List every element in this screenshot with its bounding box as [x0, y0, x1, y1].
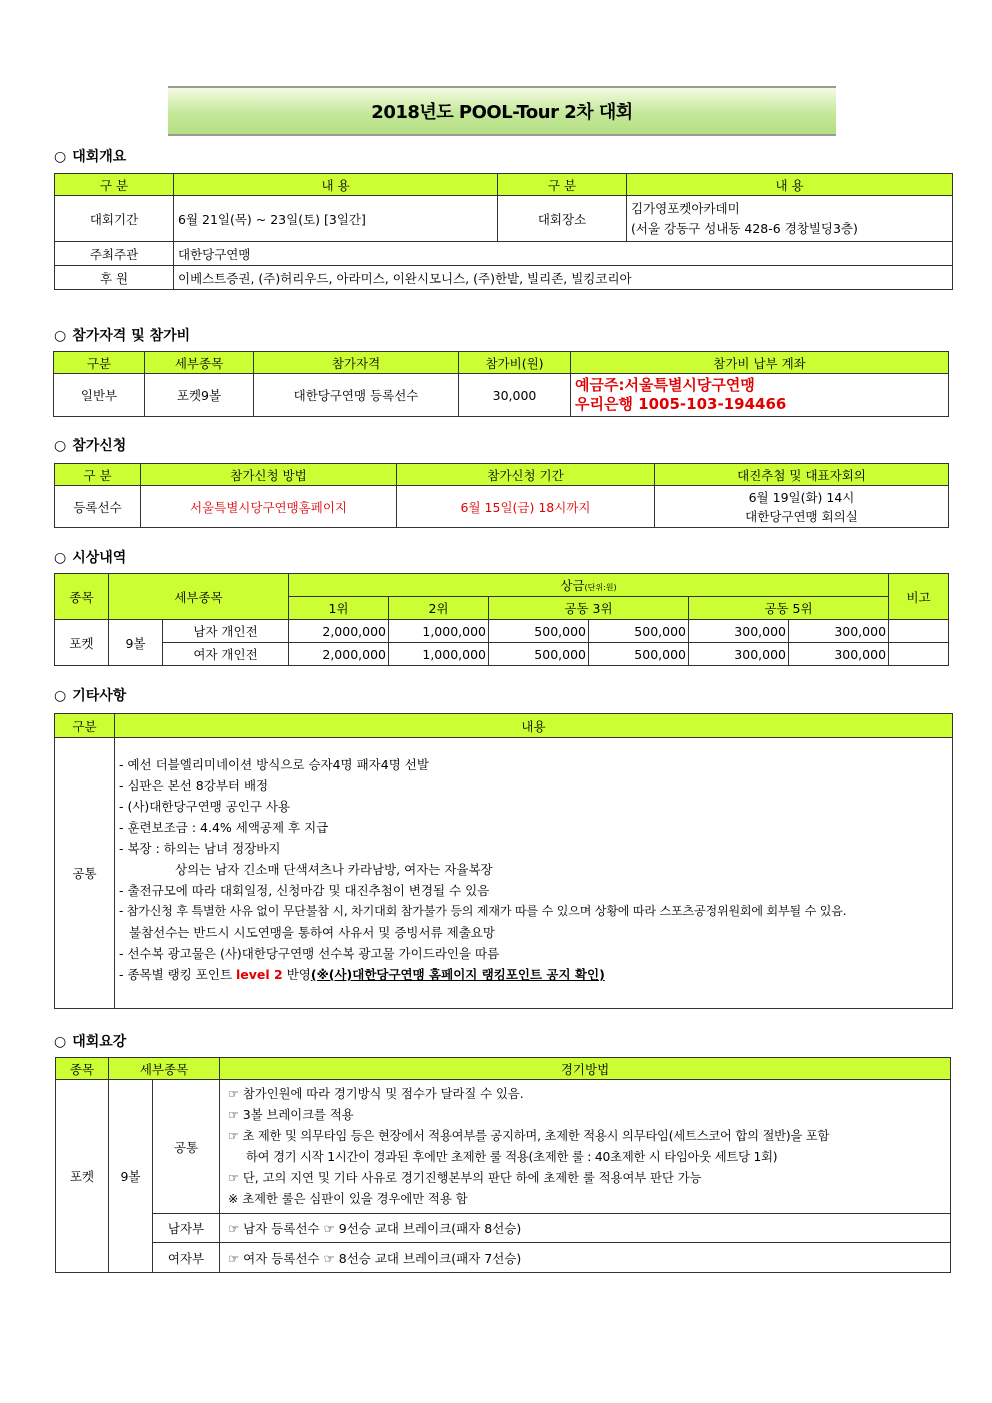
draw-place: 대한당구연맹 회의실 [745, 508, 858, 524]
sponsor-label: 후 원 [55, 266, 174, 290]
eligibility-table [53, 351, 949, 417]
venue-label: 대회장소 [498, 196, 627, 242]
eligibility-header-event: 세부종목 [145, 352, 254, 374]
venue-name: 김가영포켓아카데미 [631, 200, 740, 216]
misc-list [115, 738, 953, 1009]
prize-event: 포켓 [55, 620, 109, 666]
prize-header-money: 상금(단위:원) [289, 574, 889, 597]
overview-table [54, 173, 953, 290]
prize-unit: (단위:원) [584, 583, 617, 592]
overview-header-category-1: 구 분 [55, 174, 174, 196]
rules-common-label: 공통 [153, 1080, 220, 1214]
eligibility-account [571, 374, 949, 417]
list-item: ☞ 3볼 브레이크를 적용 [228, 1107, 354, 1122]
application-header-period: 참가신청 기간 [397, 464, 655, 486]
eligibility-header-qualification: 참가자격 [254, 352, 459, 374]
prize-sub: 9볼 [109, 620, 163, 666]
list-item: - 복장 : 하의는 남녀 정장바지 [119, 841, 281, 856]
prize-note-cell [889, 643, 949, 666]
prize-cell: 500,000 [589, 620, 689, 643]
rules-women-label: 여자부 [153, 1243, 220, 1273]
prize-cell: 500,000 [589, 643, 689, 666]
rank-1: 1위 [289, 597, 389, 620]
application-header-draw: 대진추첨 및 대표자회의 [655, 464, 949, 486]
prize-cell: 500,000 [489, 643, 589, 666]
rules-header-method: 경기방법 [220, 1058, 951, 1080]
account-number: 우리은행 1005-103-194466 [575, 395, 787, 413]
list-item: - 선수복 광고물은 (사)대한당구연맹 선수복 광고물 가이드라인을 따름 [119, 946, 500, 961]
sponsor-value: 이베스트증권, (주)허리우드, 아라미스, 이완시모니스, (주)한밭, 빌리존, 빌킹코리아 [174, 266, 953, 290]
section-heading-prizes: ○ 시상내역 [54, 550, 127, 566]
period-value: 6월 21일(목) ~ 23일(토) [3일간] [174, 196, 498, 242]
application-header-method: 참가신청 방법 [141, 464, 397, 486]
rank-5: 공동 5위 [689, 597, 889, 620]
prize-cell: 2,000,000 [289, 643, 389, 666]
list-item: - 출전규모에 따라 대회일정, 신청마감 및 대진추첨이 변경될 수 있음 [119, 883, 490, 898]
prize-cell: 300,000 [789, 620, 889, 643]
prize-cell: 300,000 [689, 620, 789, 643]
list-item: ☞ 초 제한 및 의무타임 등은 현장에서 적용여부를 공지하며, 초제한 적용시 의무타임(세트스코어 합의 절반)을 포함 [228, 1128, 830, 1143]
section-heading-eligibility: ○ 참가자격 및 참가비 [54, 328, 191, 344]
list-item: - (사)대한당구연맹 공인구 사용 [119, 799, 291, 814]
rules-women-text: ☞ 여자 등록선수 ☞ 8선승 교대 브레이크(패자 7선승) [220, 1243, 951, 1273]
prize-table [54, 573, 949, 666]
list-item: - 심판은 본선 8강부터 배정 [119, 778, 269, 793]
prize-cell: 1,000,000 [389, 643, 489, 666]
eligibility-header-account: 참가비 납부 계좌 [571, 352, 949, 374]
section-heading-misc: ○ 기타사항 [54, 688, 127, 704]
list-item: 상의는 남자 긴소매 단색셔츠나 카라남방, 여자는 자율복장 [175, 862, 493, 877]
application-row-label: 등록선수 [55, 486, 141, 528]
ranking-mid: 반영 [282, 967, 311, 982]
application-draw [655, 486, 949, 528]
eligibility-event: 포켓9볼 [145, 374, 254, 417]
ranking-note: (※(사)대한당구연맹 홈페이지 랭킹포인트 공지 확인) [310, 967, 605, 982]
prize-header-sub: 세부종목 [109, 574, 289, 620]
list-item: - 예선 더블엘리미네이션 방식으로 승자4명 패자4명 선발 [119, 757, 429, 772]
overview-header-content-2: 내 용 [627, 174, 953, 196]
eligibility-qualification: 대한당구연맹 등록선수 [254, 374, 459, 417]
misc-table [54, 713, 953, 1009]
misc-header-category: 구분 [55, 714, 115, 738]
rules-sub: 9볼 [109, 1080, 153, 1273]
prize-header-note: 비고 [889, 574, 949, 620]
list-item: 하여 경기 시작 1시간이 경과된 후에만 초제한 룰 적용(초제한 룰 : 40초제한 시 타임아웃 세트당 1회) [246, 1149, 778, 1164]
account-holder: 예금주:서울특별시당구연맹 [575, 376, 755, 394]
prize-note-cell [889, 620, 949, 643]
rules-table [55, 1057, 951, 1273]
list-item: ☞ 단, 고의 지연 및 기타 사유로 경기진행본부의 판단 하에 초제한 룰 적용여부 판단 가능 [228, 1170, 702, 1185]
rules-header-event: 종목 [56, 1058, 109, 1080]
prize-header-event: 종목 [55, 574, 109, 620]
section-heading-overview: ○ 대회개요 [54, 149, 127, 165]
prize-row-label: 여자 개인전 [163, 643, 289, 666]
prize-cell: 500,000 [489, 620, 589, 643]
ranking-prefix: - 종목별 랭킹 포인트 [119, 967, 237, 982]
rules-header-sub: 세부종목 [109, 1058, 220, 1080]
application-header-category: 구 분 [55, 464, 141, 486]
overview-header-category-2: 구 분 [498, 174, 627, 196]
section-heading-rules: ○ 대회요강 [54, 1034, 127, 1050]
section-heading-application: ○ 참가신청 [54, 438, 127, 454]
prize-cell: 300,000 [789, 643, 889, 666]
rules-common-list [220, 1080, 951, 1214]
misc-header-content: 내용 [115, 714, 953, 738]
overview-header-content-1: 내 용 [174, 174, 498, 196]
list-item [119, 964, 948, 985]
application-method: 서울특별시당구연맹홈페이지 [141, 486, 397, 528]
list-item: 불참선수는 반드시 시도연맹을 통하여 사유서 및 증빙서류 제출요망 [129, 925, 495, 940]
eligibility-fee: 30,000 [459, 374, 571, 417]
draw-datetime: 6월 19일(화) 14시 [748, 489, 855, 505]
list-item: ※ 초제한 룰은 심판이 있을 경우에만 적용 함 [228, 1191, 468, 1206]
list-item: - 참가신청 후 특별한 사유 없이 무단불참 시, 차기대회 참가불가 등의 제재가 따를 수 있으며 상황에 따라 스포츠공정위원회에 회부될 수 있음. [119, 904, 847, 918]
rules-men-label: 남자부 [153, 1214, 220, 1243]
host-value: 대한당구연맹 [174, 242, 953, 266]
period-label: 대회기간 [55, 196, 174, 242]
rules-men-text: ☞ 남자 등록선수 ☞ 9선승 교대 브레이크(패자 8선승) [220, 1214, 951, 1243]
application-period: 6월 15일(금) 18시까지 [397, 486, 655, 528]
application-table [54, 463, 949, 528]
misc-row-label: 공통 [55, 738, 115, 1009]
list-item: ☞ 참가인원에 따라 경기방식 및 점수가 달라질 수 있음. [228, 1086, 524, 1101]
list-item: - 훈련보조금 : 4.4% 세액공제 후 지급 [119, 820, 329, 835]
eligibility-division: 일반부 [54, 374, 145, 417]
prize-cell: 2,000,000 [289, 620, 389, 643]
prize-row-label: 남자 개인전 [163, 620, 289, 643]
venue-address: (서울 강동구 성내동 428-6 경창빌딩3층) [631, 220, 858, 236]
prize-cell: 1,000,000 [389, 620, 489, 643]
ranking-level: level 2 [236, 967, 283, 982]
rank-2: 2위 [389, 597, 489, 620]
venue-value [627, 196, 953, 242]
rules-event: 포켓 [56, 1080, 109, 1273]
eligibility-header-fee: 참가비(원) [459, 352, 571, 374]
prize-cell: 300,000 [689, 643, 789, 666]
document-title: 2018년도 POOL-Tour 2차 대회 [168, 86, 836, 136]
eligibility-header-division: 구분 [54, 352, 145, 374]
host-label: 주최주관 [55, 242, 174, 266]
rank-3: 공동 3위 [489, 597, 689, 620]
